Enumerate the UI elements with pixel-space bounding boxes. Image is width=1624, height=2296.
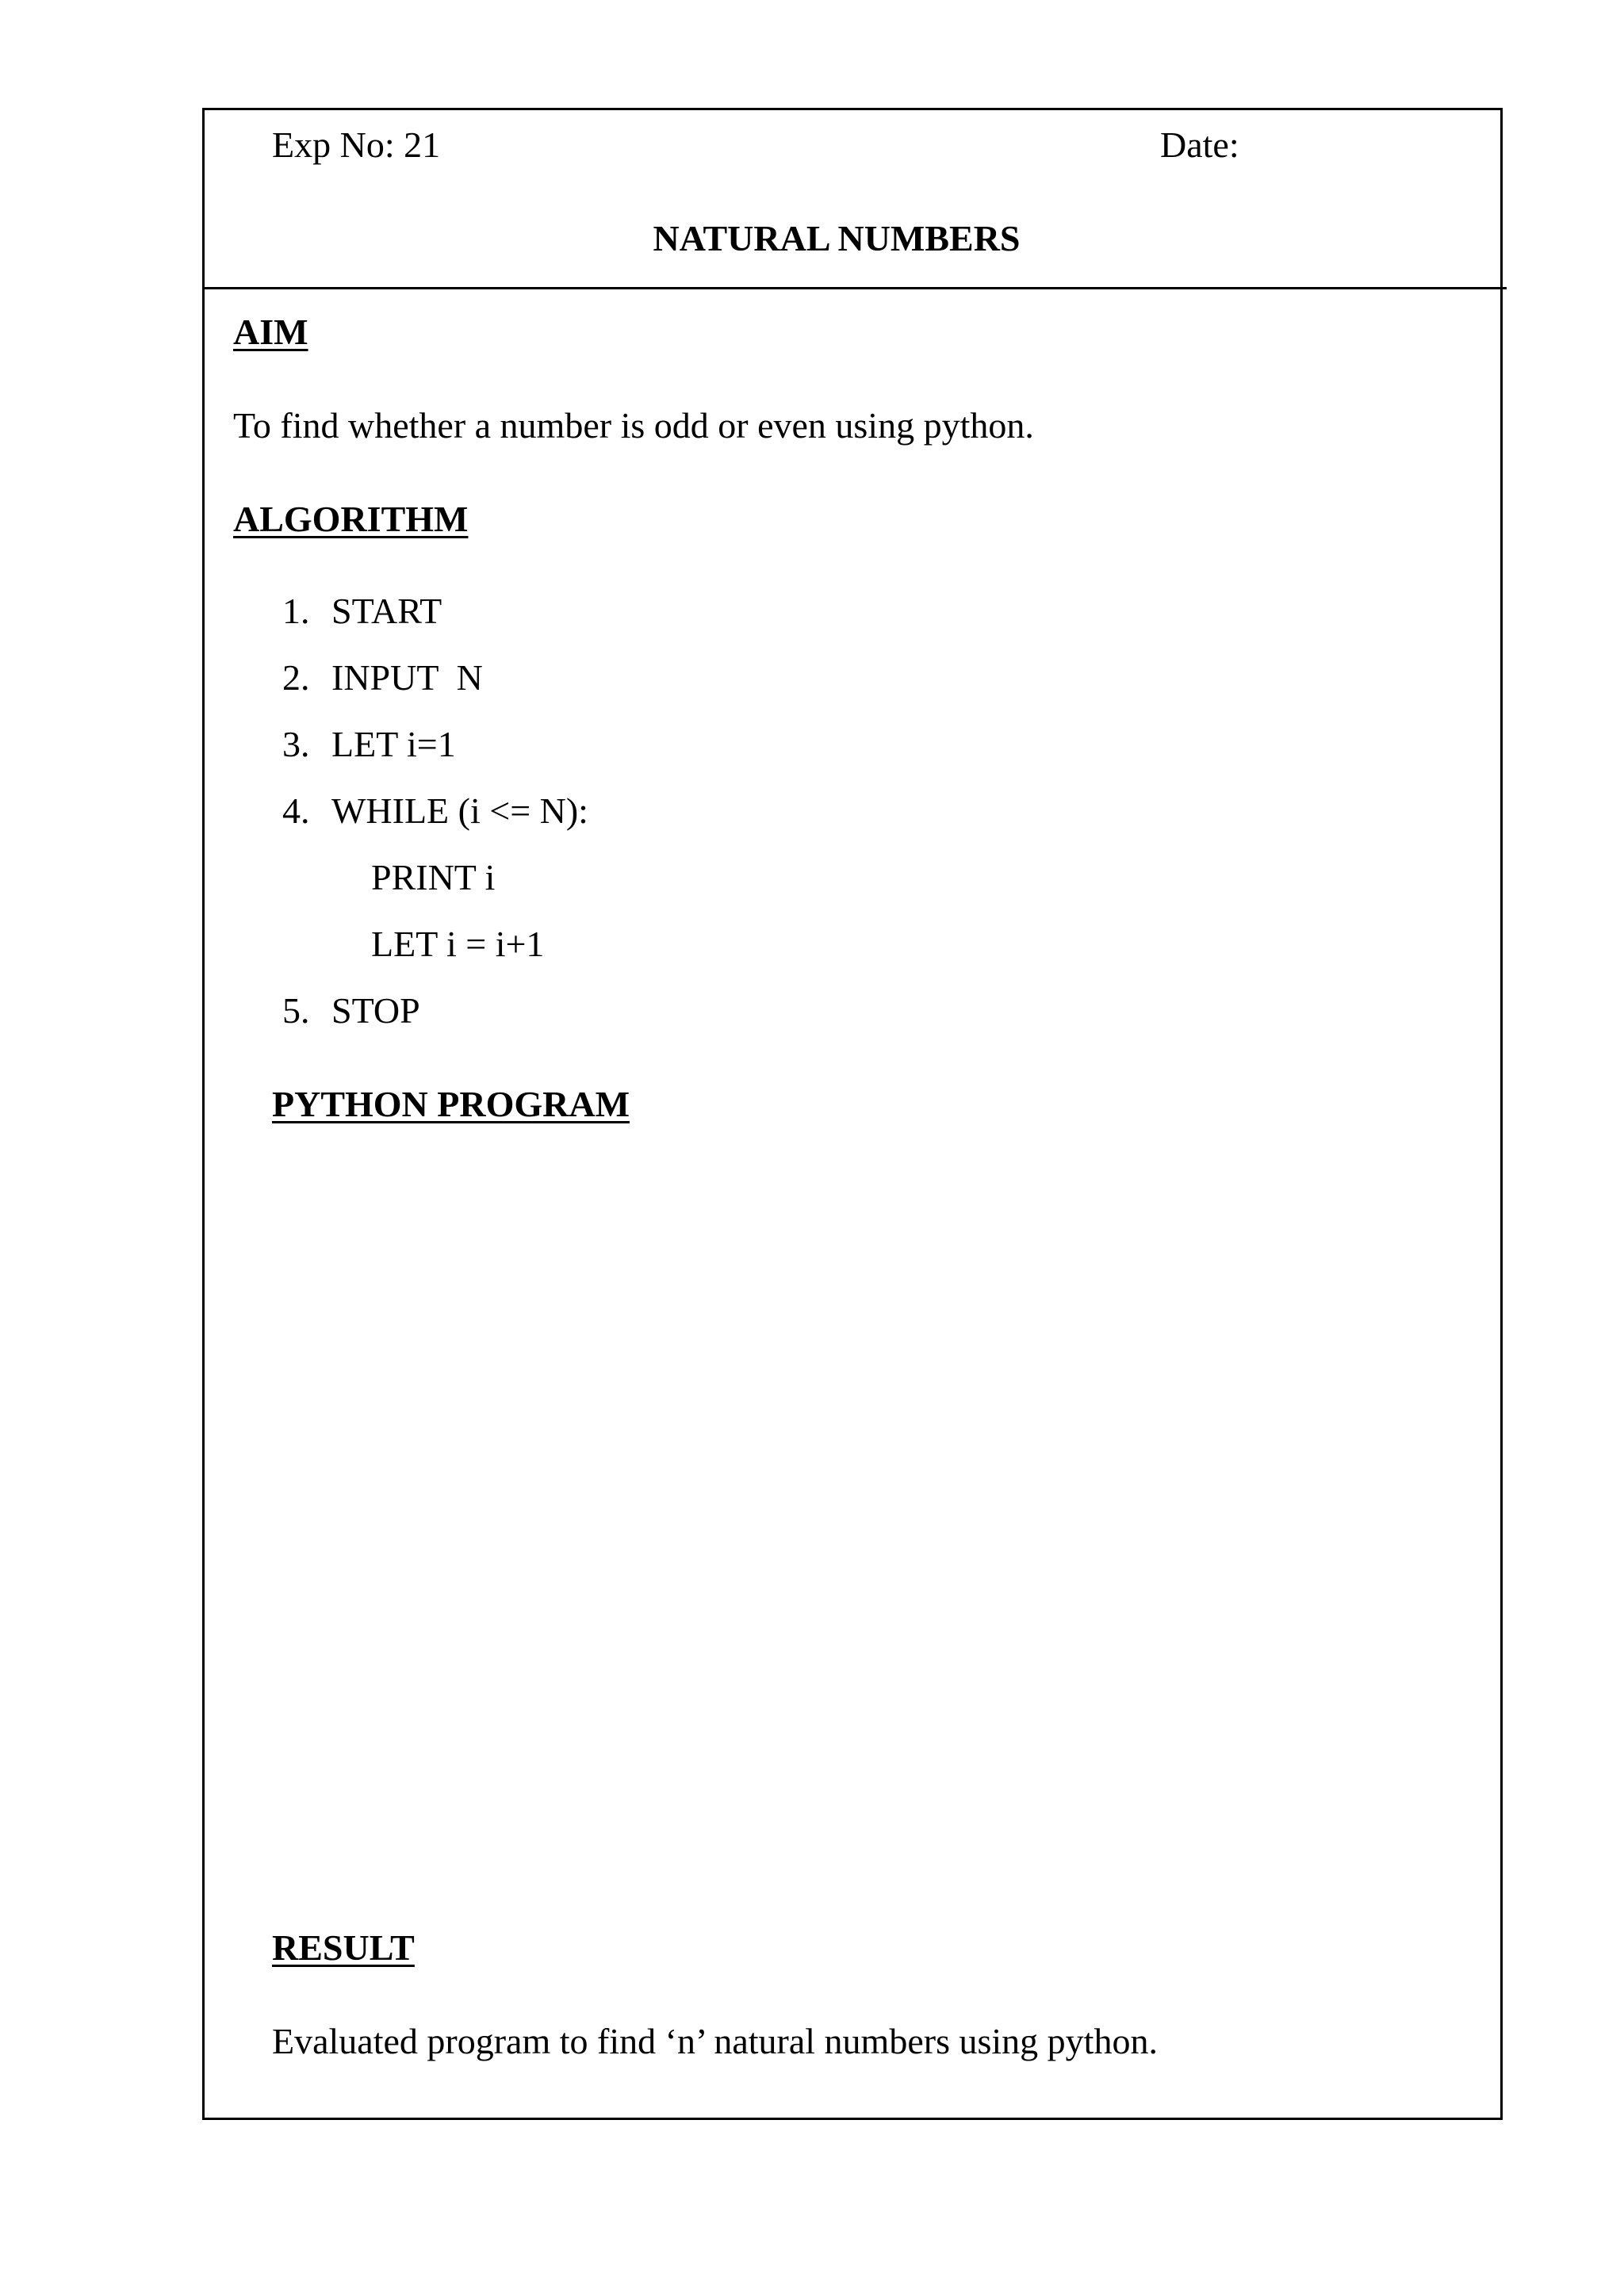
algorithm-step [282,593,442,629]
result-heading: RESULT [272,1927,415,1968]
aim-text: To find whether a number is odd or even using python. [233,405,1034,446]
algorithm-step [282,657,483,698]
step-text: START [331,591,442,631]
algorithm-heading: ALGORITHM [233,499,469,539]
date-label: Date: [1160,124,1239,165]
step-text: LET i = i+1 [371,924,545,964]
step-number: 4. [282,790,310,831]
algorithm-step [282,726,456,763]
header-divider [202,287,1507,289]
step-number: 1. [282,591,310,631]
algorithm-step [282,790,588,831]
step-number: 5. [282,990,310,1031]
step-number: 3. [282,724,310,764]
step-text: INPUT N [331,657,483,698]
step-text: LET i=1 [331,724,456,764]
python-program-heading: PYTHON PROGRAM [272,1084,630,1124]
result-text: Evaluated program to find ‘n’ natural numbers using python. [272,2021,1158,2061]
algorithm-step [282,990,420,1031]
page-title: NATURAL NUMBERS [653,218,1021,258]
step-text: STOP [331,990,420,1031]
step-number: 2. [282,657,310,698]
algorithm-substep [371,926,544,962]
exp-number: Exp No: 21 [272,124,441,165]
step-text: PRINT i [371,857,496,897]
algorithm-substep [371,859,495,896]
aim-heading: AIM [233,312,308,352]
step-text: WHILE (i <= N): [331,790,588,831]
